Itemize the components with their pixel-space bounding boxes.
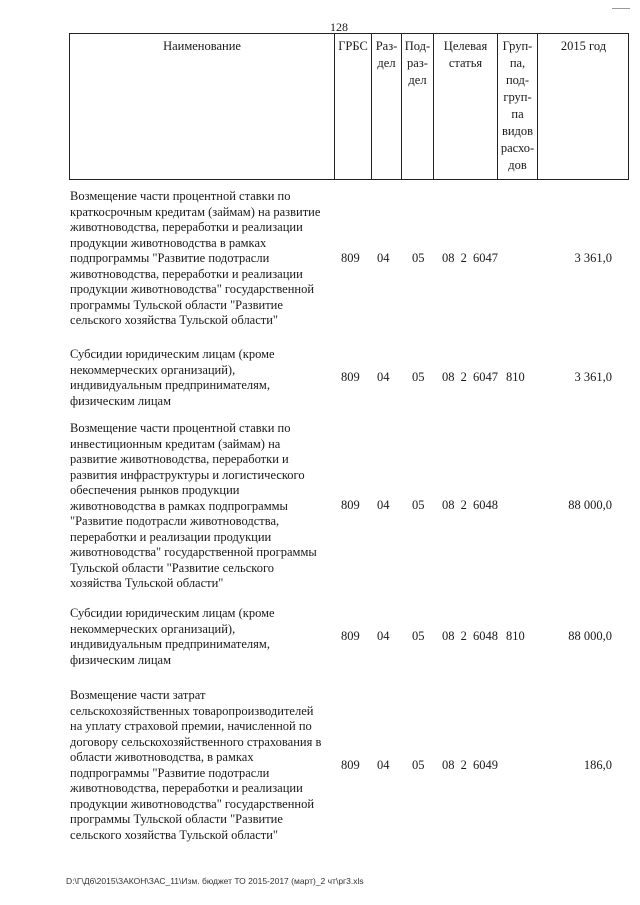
header-razdel <box>371 34 401 179</box>
row-name <box>70 347 342 409</box>
row-name-line: продукции животноводства" государственной <box>70 282 315 296</box>
row-name-line: Возмещение части затрат <box>70 688 206 702</box>
row-razdel: 04 <box>377 498 390 513</box>
corner-mark <box>612 8 630 9</box>
row-sum: 88 000,0 <box>568 498 612 513</box>
row-name-line: Возмещение части процентной ставки по <box>70 421 291 435</box>
header-podrazdel <box>401 34 433 179</box>
row-name-line: индивидуальным предпринимателям, <box>70 378 270 392</box>
row-target: 08 2 6049 <box>442 757 498 772</box>
row-name-line: животноводства, переработки и реализации <box>70 266 303 281</box>
row-podrazdel: 05 <box>412 370 425 384</box>
row-name-line: развития инфраструктуры и логистического <box>70 467 305 482</box>
row-name-line: обеспечения рынков продукции <box>70 483 240 497</box>
header-line: дов <box>508 158 527 172</box>
header-target <box>433 34 497 179</box>
row-podrazdel: 05 <box>412 757 425 772</box>
row-name-line: области животноводства, в рамках <box>70 750 254 764</box>
header-line: под- <box>505 73 530 87</box>
header-line: видов <box>501 124 534 138</box>
table-row <box>0 189 640 329</box>
row-name-line: животноводства в рамках подпрограммы <box>70 498 288 513</box>
table-row <box>0 688 640 843</box>
header-line: Груп- <box>502 39 533 53</box>
row-name-line: хозяйства Тульской области" <box>70 576 224 590</box>
row-name-line: подпрограммы "Развитие подотрасли <box>70 765 270 780</box>
row-razdel: 04 <box>377 250 390 265</box>
header-group <box>497 34 537 179</box>
row-name-line: Тульской области "Развитие сельского <box>70 560 275 575</box>
row-name <box>70 421 342 592</box>
row-name-line: на уплату страховой премии, начисленной по <box>70 719 312 733</box>
header-line: дел <box>408 73 427 87</box>
row-grbs: 809 <box>341 757 360 772</box>
header-line: Раз- <box>375 39 398 53</box>
table-header <box>69 33 629 180</box>
row-name-line: физическим лицам <box>70 652 171 667</box>
row-name-line: сельскохозяйственных товаропроизводителей <box>70 703 314 718</box>
row-name-line: Субсидии юридическим лицам (кроме <box>70 347 275 361</box>
row-grbs: 809 <box>341 250 360 265</box>
row-razdel: 04 <box>377 629 390 643</box>
header-line: груп- <box>503 90 532 104</box>
table-row <box>0 347 640 409</box>
row-name-line: программы Тульской области "Развитие <box>70 812 283 826</box>
row-podrazdel: 05 <box>412 498 425 513</box>
row-grbs: 809 <box>341 629 360 643</box>
row-name-line: инвестиционным кредитам (займам) на <box>70 436 281 451</box>
row-podrazdel: 05 <box>412 250 425 265</box>
row-name-line: животноводства, переработки и реализации <box>70 781 303 795</box>
row-name-line: некоммерческих организаций), <box>70 362 236 377</box>
table-row <box>0 421 640 592</box>
header-line: Под- <box>404 39 431 53</box>
row-name <box>70 606 342 668</box>
row-name-line: животноводства, переработки и реализации <box>70 220 303 234</box>
row-name-line: животноводства" государственной программы <box>70 545 317 559</box>
row-razdel: 04 <box>377 370 390 384</box>
row-name-line: продукции животноводства" государственной <box>70 796 315 811</box>
file-path-footer: D:\Г\Д6\2015\ЗАКОН\ЗАС_11\Изм. бюджет ТО 2015-2017 (март)_2 чт\рг3.xls <box>66 876 364 886</box>
header-line: па <box>511 107 524 121</box>
header-line: расхо- <box>500 141 535 155</box>
row-name-line: подпрограммы "Развитие подотрасли <box>70 251 270 265</box>
row-name <box>70 688 342 843</box>
row-grbs: 809 <box>341 498 360 513</box>
row-name-line: некоммерческих организаций), <box>70 621 236 636</box>
row-sum: 3 361,0 <box>574 250 612 265</box>
row-group: 810 <box>506 629 525 643</box>
row-grbs: 809 <box>341 370 360 384</box>
row-target: 08 2 6048 <box>442 629 498 643</box>
row-name <box>70 189 342 329</box>
row-name-line: развитие животноводства, переработки и <box>70 452 289 466</box>
row-sum: 186,0 <box>583 757 612 772</box>
header-line: раз- <box>407 56 428 70</box>
header-year: 2015 год <box>537 34 629 179</box>
row-sum: 88 000,0 <box>568 629 612 643</box>
header-line: дел <box>377 56 396 70</box>
row-name-line: продукции животноводства в рамках <box>70 235 267 250</box>
header-grbs: ГРБС <box>334 34 371 179</box>
row-name-line: физическим лицам <box>70 393 171 408</box>
header-line: па, <box>509 56 526 70</box>
row-name-line: краткосрочным кредитам (займам) на развитие <box>70 204 321 219</box>
row-sum: 3 361,0 <box>574 370 612 384</box>
row-target: 08 2 6047 <box>442 370 498 384</box>
row-razdel: 04 <box>377 757 390 772</box>
row-target: 08 2 6048 <box>442 498 498 513</box>
row-target: 08 2 6047 <box>442 250 498 265</box>
row-podrazdel: 05 <box>412 629 425 643</box>
row-name-line: договору сельскохозяйственного страхования в <box>70 734 322 749</box>
row-name-line: сельского хозяйства Тульской области" <box>70 827 279 842</box>
row-name-line: Субсидии юридическим лицам (кроме <box>70 606 275 620</box>
row-name-line: "Развитие подотрасли животноводства, <box>70 514 280 528</box>
row-name-line: сельского хозяйства Тульской области" <box>70 313 279 327</box>
row-name-line: программы Тульской области "Развитие <box>70 297 283 312</box>
header-name: Наименование <box>163 39 241 53</box>
row-name-line: индивидуальным предпринимателям, <box>70 637 270 651</box>
row-group: 810 <box>506 370 525 384</box>
table-row <box>0 606 640 668</box>
row-name-line: переработки и реализации продукции <box>70 529 272 544</box>
header-line: Целевая <box>443 39 488 53</box>
row-name-line: Возмещение части процентной ставки по <box>70 189 291 203</box>
header-line: статья <box>448 56 483 70</box>
page-number: 128 <box>330 20 348 34</box>
